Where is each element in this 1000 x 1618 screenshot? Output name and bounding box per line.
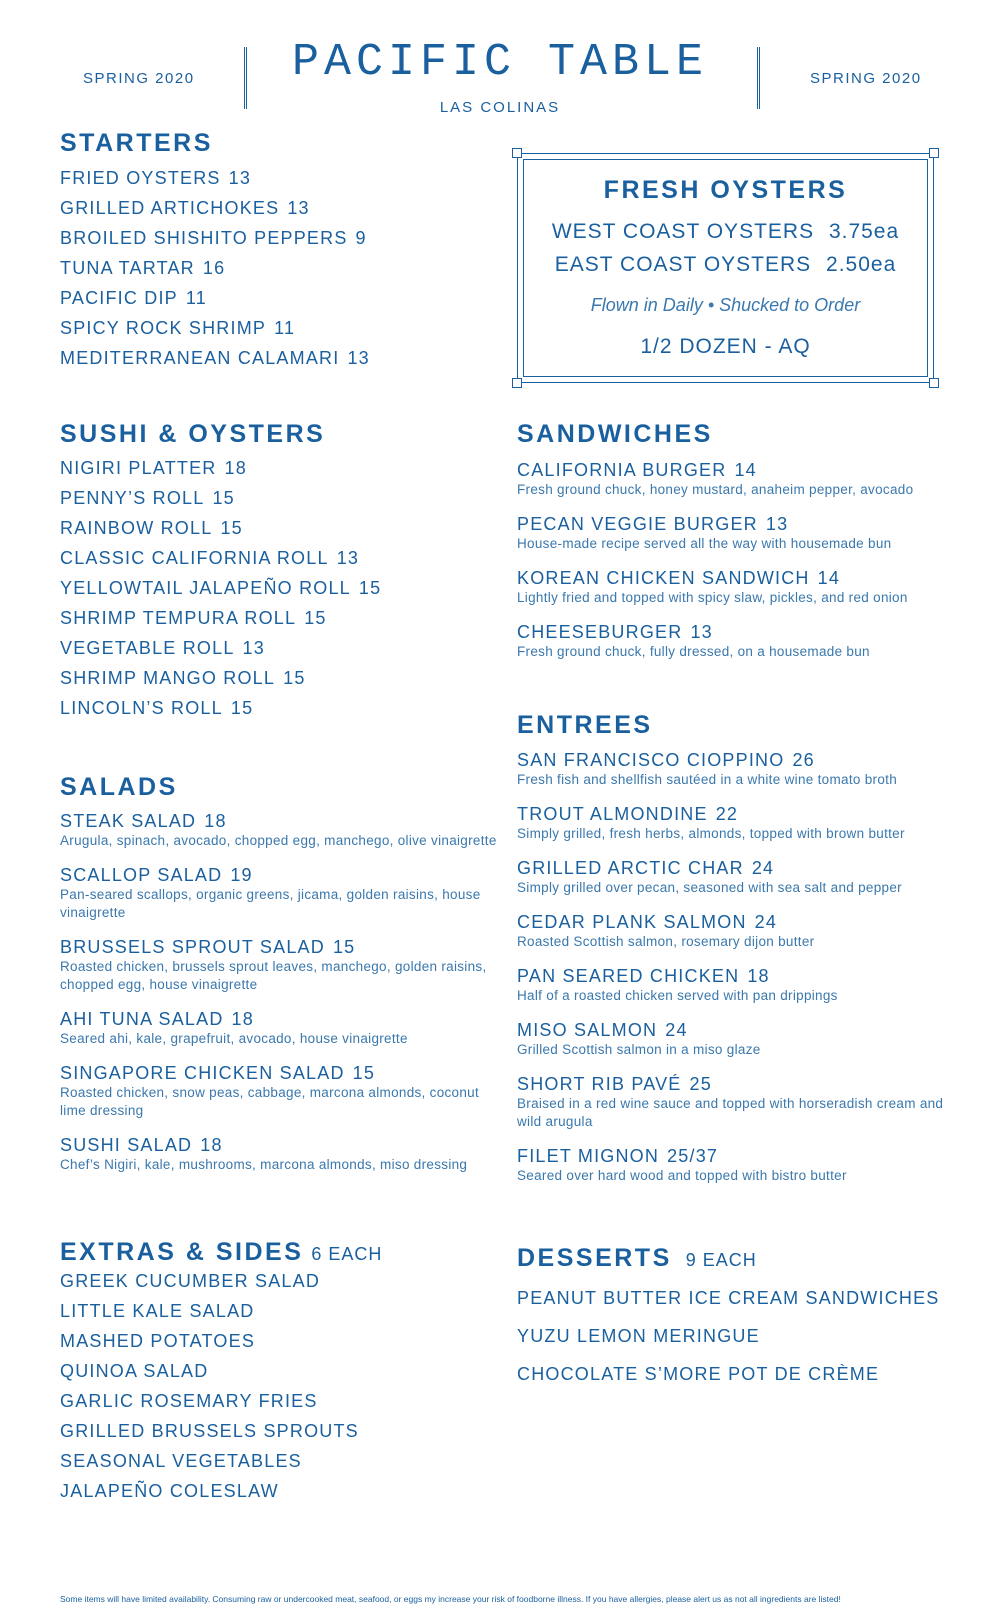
menu-item-price: 9 [355, 228, 367, 248]
menu-item-name: CHOCOLATE S’MORE POT DE CRÈME [517, 1364, 880, 1384]
entrees-heading: ENTREES [517, 711, 653, 739]
menu-item-name: TROUT ALMONDINE [517, 804, 708, 824]
menu-item-price: 15 [358, 578, 382, 598]
sandwiches-heading: SANDWICHES [517, 420, 713, 448]
menu-item-description: Arugula, spinach, avocado, chopped egg, manchego, olive vinaigrette [60, 833, 497, 848]
menu-item-description: Fresh ground chuck, fully dressed, on a housemade bun [517, 644, 870, 659]
menu-item [60, 289, 370, 307]
menu-item-line [60, 169, 370, 187]
menu-item-line [60, 489, 381, 507]
menu-item-line [60, 349, 370, 367]
menu-item [60, 1136, 500, 1174]
menu-item-price: 11 [185, 288, 207, 308]
menu-item-name: SPICY ROCK SHRIMP [60, 318, 267, 338]
menu-item-price: 13 [690, 622, 713, 642]
menu-item [60, 489, 381, 507]
menu-item-price: 15 [230, 698, 254, 718]
desserts-heading [517, 1246, 757, 1271]
menu-item-price: 14 [817, 568, 841, 588]
menu-item-price: 11 [274, 318, 296, 338]
menu-item-price: 22 [715, 804, 739, 824]
menu-item-line [60, 459, 381, 477]
menu-item [517, 515, 913, 553]
menu-item-price: 18 [204, 811, 227, 831]
menu-item-description: Fresh fish and shellfish sautéed in a white wine tomato broth [517, 772, 897, 787]
menu-item-description: Seared over hard wood and topped with bistro butter [517, 1168, 847, 1183]
menu-item-price: 15 [332, 937, 356, 957]
menu-item [517, 805, 957, 843]
menu-item-line [60, 519, 381, 537]
menu-item-name: BRUSSELS SPROUT SALAD [60, 937, 325, 957]
oysters-tagline: Flown in Daily • Shucked to Order [590, 295, 861, 315]
half-dozen-price: 1/2 DOZEN - AQ [640, 335, 811, 358]
menu-item-price: 15 [283, 668, 306, 688]
menu-item-description: Grilled Scottish salmon in a miso glaze [517, 1042, 761, 1057]
menu-item-line [60, 229, 370, 247]
menu-item-line [60, 1272, 359, 1290]
menu-item-line [517, 751, 957, 769]
desserts-heading-label: DESSERTS [517, 1244, 672, 1272]
menu-item-line [60, 1010, 500, 1028]
menu-item-line [60, 1362, 359, 1380]
menu-item-price: 13 [347, 348, 370, 368]
menu-item-name: GRILLED ARCTIC CHAR [517, 858, 744, 878]
menu-item [517, 913, 957, 951]
menu-item-description: Half of a roasted chicken served with pan drippings [517, 988, 838, 1003]
menu-item-line [517, 461, 913, 479]
box-corner-ornament [512, 148, 522, 158]
menu-item [60, 549, 381, 567]
menu-item [517, 623, 913, 661]
menu-item-line [60, 199, 370, 217]
menu-item-line [60, 579, 381, 597]
menu-item-name: SHORT RIB PAVÉ [517, 1074, 682, 1094]
menu-item-price: 18 [231, 1009, 254, 1029]
menu-item-description: Pan-seared scallops, organic greens, jicama, golden raisins, house vinaigrette [60, 887, 481, 920]
menu-item-name: LITTLE KALE SALAD [60, 1301, 255, 1321]
menu-item-description: Braised in a red wine sauce and topped with horseradish cream and wild arugula [517, 1096, 944, 1129]
menu-item [60, 199, 370, 217]
menu-item [60, 319, 370, 337]
west-coast-label: WEST COAST OYSTERS [551, 220, 815, 243]
menu-item-name: PENNY’S ROLL [60, 488, 205, 508]
menu-item [60, 609, 381, 627]
menu-item-description: Roasted chicken, brussels sprout leaves, manchego, golden raisins, chopped egg, house vinaigrette [60, 959, 487, 992]
menu-item-line [60, 938, 500, 956]
menu-item-price: 13 [765, 514, 789, 534]
menu-item [60, 1272, 359, 1290]
menu-item [517, 1147, 957, 1185]
menu-item-description: Roasted Scottish salmon, rosemary dijon butter [517, 934, 815, 949]
menu-item-line [517, 1327, 940, 1345]
menu-item-price: 13 [242, 638, 265, 658]
box-corner-ornament [512, 378, 522, 388]
menu-item-price: 25/37 [667, 1146, 719, 1166]
menu-item-price: 24 [665, 1020, 688, 1040]
menu-item [60, 866, 500, 922]
menu-item-line [517, 859, 957, 877]
menu-item-line [60, 1452, 359, 1470]
sandwiches-list [517, 461, 913, 677]
menu-item-price: 15 [220, 518, 243, 538]
west-coast-oysters [517, 220, 934, 244]
menu-item-line [60, 1064, 500, 1082]
menu-item [60, 1064, 500, 1120]
menu-item-description: Fresh ground chuck, honey mustard, anaheim pepper, avocado [517, 482, 914, 497]
menu-item-name: CEDAR PLANK SALMON [517, 912, 747, 932]
menu-item-price: 15 [304, 608, 327, 628]
menu-item [517, 1021, 957, 1059]
menu-item-description: Seared ahi, kale, grapefruit, avocado, house vinaigrette [60, 1031, 408, 1046]
box-corner-ornament [929, 378, 939, 388]
menu-item-name: YELLOWTAIL JALAPEÑO ROLL [60, 578, 351, 598]
menu-item-price: 15 [212, 488, 235, 508]
extras-list [60, 1272, 359, 1512]
menu-item-price: 19 [230, 865, 253, 885]
desserts-list [517, 1289, 940, 1403]
menu-item-name: MEDITERRANEAN CALAMARI [60, 348, 340, 368]
menu-item [517, 461, 913, 499]
menu-item [517, 1327, 940, 1345]
menu-item-name: PACIFIC DIP [60, 288, 178, 308]
menu-item-line [60, 1302, 359, 1320]
menu-item-name: CLASSIC CALIFORNIA ROLL [60, 548, 329, 568]
menu-item-price: 13 [336, 548, 360, 568]
sushi-heading: SUSHI & OYSTERS [60, 420, 326, 448]
menu-item-name: RAINBOW ROLL [60, 518, 213, 538]
menu-item-line [517, 569, 913, 587]
menu-item [60, 1422, 359, 1440]
menu-item [517, 569, 913, 607]
menu-item-line [60, 289, 370, 307]
menu-item [60, 1392, 359, 1410]
menu-item-name: YUZU LEMON MERINGUE [517, 1326, 760, 1346]
header-divider-left [244, 47, 247, 109]
menu-item-name: SHRIMP TEMPURA ROLL [60, 608, 297, 628]
menu-item [517, 1075, 957, 1131]
season-label-right: SPRING 2020 [810, 70, 922, 87]
menu-item-line [517, 1021, 957, 1039]
east-coast-label: EAST COAST OYSTERS [554, 253, 812, 276]
menu-item [60, 669, 381, 687]
extras-heading-label: EXTRAS & SIDES [60, 1238, 304, 1266]
menu-item-price: 24 [754, 912, 778, 932]
menu-item-description: House-made recipe served all the way with housemade bun [517, 536, 892, 551]
menu-item [60, 259, 370, 277]
menu-item-name: PEANUT BUTTER ICE CREAM SANDWICHES [517, 1288, 940, 1308]
menu-item-line [60, 639, 381, 657]
menu-item-line [517, 967, 957, 985]
menu-item-name: PECAN VEGGIE BURGER [517, 514, 758, 534]
east-coast-oysters [517, 253, 934, 277]
menu-item-name: SAN FRANCISCO CIOPPINO [517, 750, 785, 770]
menu-item-line [60, 866, 500, 884]
menu-item [60, 169, 370, 187]
menu-item-line [60, 699, 381, 717]
menu-item-line [517, 623, 913, 641]
fresh-oysters-heading: FRESH OYSTERS [603, 176, 848, 204]
menu-item-name: VEGETABLE ROLL [60, 638, 235, 658]
sushi-list [60, 459, 381, 729]
menu-item [60, 519, 381, 537]
menu-item-line [60, 549, 381, 567]
menu-item-name: TUNA TARTAR [60, 258, 195, 278]
menu-item-line [60, 669, 381, 687]
menu-item-line [517, 1289, 940, 1307]
menu-item [517, 1289, 940, 1307]
menu-item-line [60, 1392, 359, 1410]
menu-item-name: SEASONAL VEGETABLES [60, 1451, 302, 1471]
extras-price-note: 6 EACH [311, 1244, 383, 1264]
box-corner-ornament [929, 148, 939, 158]
menu-item-price: 13 [287, 198, 310, 218]
menu-item-name: CHEESEBURGER [517, 622, 683, 642]
menu-item [60, 1362, 359, 1380]
menu-item-line [60, 1136, 500, 1154]
menu-item-name: GRILLED BRUSSELS SPROUTS [60, 1421, 359, 1441]
menu-item-price: 18 [224, 458, 247, 478]
menu-item-line [517, 913, 957, 931]
menu-item [517, 859, 957, 897]
menu-item [517, 751, 957, 789]
menu-item-description: Lightly fried and topped with spicy slaw, pickles, and red onion [517, 590, 908, 605]
menu-item-name: SCALLOP SALAD [60, 865, 223, 885]
menu-item-name: LINCOLN’S ROLL [60, 698, 223, 718]
menu-item-description: Roasted chicken, snow peas, cabbage, marcona almonds, coconut lime dressing [60, 1085, 480, 1118]
menu-item-name: MISO SALMON [517, 1020, 658, 1040]
location-label: LAS COLINAS [439, 99, 561, 116]
restaurant-title: PACIFIC TABLE [291, 37, 709, 88]
menu-item-price: 14 [734, 460, 757, 480]
menu-item [517, 967, 957, 1005]
salads-list [60, 812, 500, 1190]
header-divider-right [757, 47, 760, 109]
menu-item-name: SINGAPORE CHICKEN SALAD [60, 1063, 345, 1083]
menu-item-line [60, 812, 500, 830]
menu-item-name: STEAK SALAD [60, 811, 197, 831]
entrees-list [517, 751, 957, 1201]
menu-item [60, 938, 500, 994]
menu-item-line [517, 515, 913, 533]
menu-item-line [517, 1075, 957, 1093]
extras-heading [60, 1240, 382, 1265]
menu-item [60, 1302, 359, 1320]
menu-item-name: NIGIRI PLATTER [60, 458, 217, 478]
menu-item [60, 459, 381, 477]
menu-item-line [60, 1422, 359, 1440]
menu-item-name: QUINOA SALAD [60, 1361, 209, 1381]
menu-item-price: 25 [689, 1074, 712, 1094]
menu-item-line [517, 1147, 957, 1165]
salads-heading: SALADS [60, 773, 178, 801]
east-coast-price: 2.50ea [826, 253, 897, 276]
menu-item-price: 18 [747, 966, 770, 986]
menu-item [60, 1452, 359, 1470]
menu-item-price: 15 [352, 1063, 376, 1083]
menu-item-line [60, 1482, 359, 1500]
season-label-left: SPRING 2020 [83, 70, 195, 87]
menu-item-description: Simply grilled, fresh herbs, almonds, topped with brown butter [517, 826, 905, 841]
menu-item-name: BROILED SHISHITO PEPPERS [60, 228, 348, 248]
menu-item-price: 24 [751, 858, 775, 878]
menu-item-name: CALIFORNIA BURGER [517, 460, 727, 480]
starters-list [60, 169, 370, 379]
menu-item-name: GARLIC ROSEMARY FRIES [60, 1391, 318, 1411]
menu-item [517, 1365, 940, 1383]
desserts-price-note: 9 EACH [685, 1250, 757, 1270]
menu-item [60, 579, 381, 597]
menu-item [60, 1482, 359, 1500]
menu-item-price: 26 [792, 750, 815, 770]
menu-item-line [517, 1365, 940, 1383]
menu-item-description: Chef’s Nigiri, kale, mushrooms, marcona almonds, miso dressing [60, 1157, 468, 1172]
menu-item-name: SUSHI SALAD [60, 1135, 193, 1155]
menu-item [60, 812, 500, 850]
menu-item [60, 1010, 500, 1048]
menu-item-line [60, 259, 370, 277]
menu-item [60, 229, 370, 247]
menu-item-line [60, 1332, 359, 1350]
menu-item-name: GREEK CUCUMBER SALAD [60, 1271, 321, 1291]
menu-item-price: 18 [200, 1135, 223, 1155]
menu-item-line [517, 805, 957, 823]
menu-item-description: Simply grilled over pecan, seasoned with sea salt and pepper [517, 880, 902, 895]
menu-item-price: 16 [202, 258, 226, 278]
menu-item [60, 639, 381, 657]
starters-heading: STARTERS [60, 129, 213, 157]
menu-item-name: GRILLED ARTICHOKES [60, 198, 280, 218]
menu-item [60, 699, 381, 717]
menu-item-line [60, 609, 381, 627]
west-coast-price: 3.75ea [828, 220, 900, 243]
menu-item-line [60, 319, 370, 337]
menu-item [60, 349, 370, 367]
footer-disclaimer: Some items will have limited availability. Consuming raw or undercooked meat, seafood, or eggs my increase your risk of foodborne illness. If you have allergies, please alert us as not all ingredients are listed! [60, 1594, 841, 1604]
menu-item-name: PAN SEARED CHICKEN [517, 966, 740, 986]
menu-item-name: SHRIMP MANGO ROLL [60, 668, 276, 688]
menu-item [60, 1332, 359, 1350]
menu-item-name: FRIED OYSTERS [60, 168, 221, 188]
menu-item-name: AHI TUNA SALAD [60, 1009, 224, 1029]
menu-item-price: 13 [228, 168, 252, 188]
menu-item-name: KOREAN CHICKEN SANDWICH [517, 568, 810, 588]
menu-item-name: JALAPEÑO COLESLAW [60, 1481, 279, 1501]
menu-item-name: FILET MIGNON [517, 1146, 660, 1166]
menu-item-name: MASHED POTATOES [60, 1331, 256, 1351]
